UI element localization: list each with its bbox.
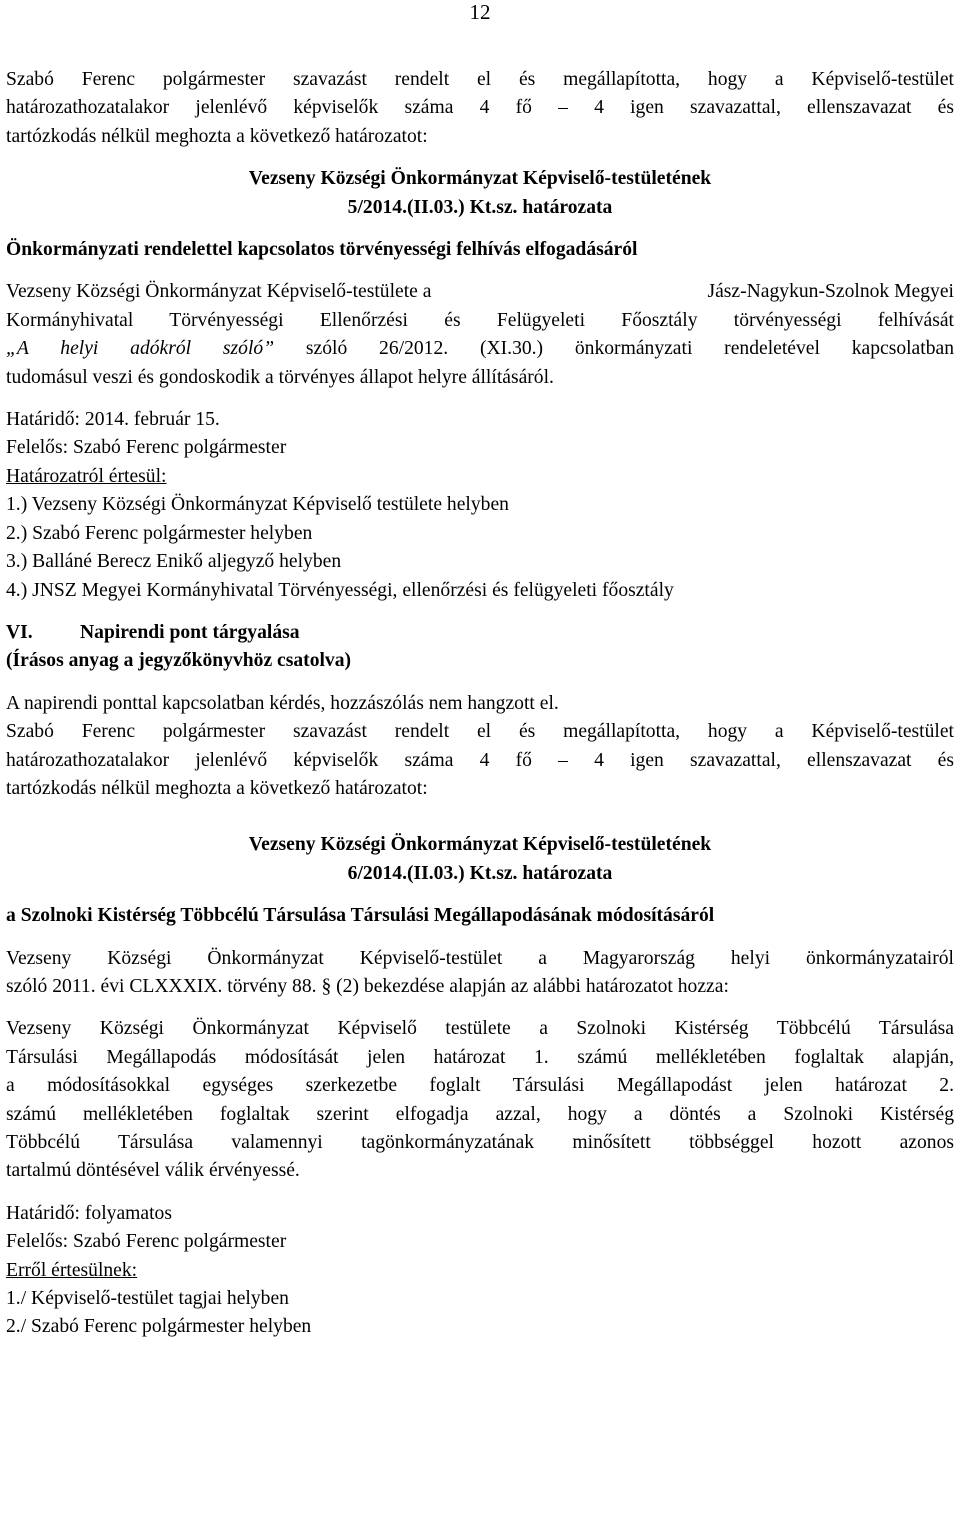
body-line: tartalmú döntésével válik érvényessé. [6, 1160, 300, 1182]
body-line-left: Vezseny Községi Önkormányzat Képviselő-testülete a [6, 281, 432, 303]
body-line [6, 335, 954, 363]
decree-title: „A helyi adókról szóló” [6, 338, 275, 360]
notify-list [6, 1285, 954, 1342]
vote-line: tartózkodás nélkül meghozta a következő határozatot: [6, 777, 428, 799]
decision-text [6, 1015, 954, 1185]
vote-line: határozathozatalakor jelenlévő képviselők száma 4 fő – 4 igen szavazattal, ellenszavazat és [6, 749, 954, 771]
section-subtitle: (Írásos anyag a jegyzőkönyvhöz csatolva) [6, 650, 352, 672]
body-line: szóló 2011. évi CLXXXIX. törvény 88. § (2) bekezdése alapján az alábbi határozatot hozza: [6, 975, 729, 997]
body-line: Kormányhivatal Törvényességi Ellenőrzési és Felügyeleti Főosztály törvényességi felhívását [6, 309, 954, 331]
list-item: 4.) JNSZ Megyei Kormányhivatal Törvényességi, ellenőrzési és felügyeleti főosztály [6, 579, 674, 601]
section-number: VI. [6, 621, 33, 643]
vote-line: Szabó Ferenc polgármester szavazást rendelt el és megállapította, hogy a Képviselő-testület [6, 69, 954, 90]
section-heading [6, 619, 954, 647]
body-line: Vezseny Községi Önkormányzat Képviselő-testület a Magyarország helyi önkormányzatairól [6, 947, 954, 969]
vote-line: határozathozatalakor jelenlévő képviselők száma 4 fő – 4 igen szavazattal, ellenszavazat és [6, 97, 954, 119]
responsible: Felelős: Szabó Ferenc polgármester [6, 1231, 287, 1253]
list-item: 1.) Vezseny Községi Önkormányzat Képviselő testülete helyben [6, 494, 509, 516]
responsible: Felelős: Szabó Ferenc polgármester [6, 437, 287, 459]
notify-label: Határozatról értesül: [6, 465, 167, 487]
vote-line: Szabó Ferenc polgármester szavazást rendelt el és megállapította, hogy a Képviselő-testület [6, 721, 954, 743]
resolution-subject: Önkormányzati rendelettel kapcsolatos törvényességi felhívás elfogadásáról [6, 239, 638, 261]
body-line [6, 278, 954, 306]
body-line: Vezseny Községi Önkormányzat Képviselő testülete a Szolnoki Kistérség Többcélú Társulása [6, 1018, 954, 1040]
section-title: Napirendi pont tárgyalása [80, 621, 300, 643]
body-line: tudomásul veszi és gondoskodik a törvényes állapot helyre állításáról. [6, 366, 554, 388]
page-number: 12 [469, 0, 491, 24]
resolution-subject: a Szolnoki Kistérség Többcélú Társulása Társulási Megállapodásának módosításáról [6, 905, 715, 927]
list-item: 1./ Képviselő-testület tagjai helyben [6, 1288, 289, 1310]
resolution-heading: Vezseny Községi Önkormányzat Képviselő-testületének [248, 168, 712, 190]
resolution-number: 5/2014.(II.03.) Kt.sz. határozata [347, 196, 613, 218]
body-line: számú mellékletében foglaltak szerint elfogadja azzal, hogy a döntés a Szolnoki Kistérség [6, 1103, 954, 1125]
no-questions-note: A napirendi ponttal kapcsolatban kérdés, hozzászólás nem hangzott el. [6, 692, 559, 714]
list-item: 2.) Szabó Ferenc polgármester helyben [6, 522, 313, 544]
notify-list [6, 491, 954, 605]
body-line: Többcélú Társulása valamennyi tagönkormányzatának minősített többséggel hozott azonos [6, 1132, 954, 1153]
vote-line: tartózkodás nélkül meghozta a következő határozatot: [6, 125, 428, 147]
body-line: a módosításokkal egységes szerkezetbe foglalt Társulási Megállapodást jelen határozat 2. [6, 1075, 954, 1097]
resolution-body-1 [6, 278, 954, 392]
list-item: 3.) Balláné Berecz Enikő aljegyző helyben [6, 551, 342, 573]
body-line: Társulási Megállapodás módosítását jelen határozat 1. számú mellékletében foglaltak alapján, [6, 1046, 954, 1068]
vote-statement-2 [6, 718, 954, 803]
document-body [6, 66, 954, 1342]
notify-label: Erről értesülnek: [6, 1259, 138, 1281]
deadline: Határidő: folyamatos [6, 1202, 172, 1224]
legal-basis [6, 945, 954, 1002]
list-item: 2./ Szabó Ferenc polgármester helyben [6, 1316, 312, 1338]
deadline: Határidő: 2014. február 15. [6, 409, 220, 431]
vote-statement-1 [6, 66, 954, 151]
resolution-heading: Vezseny Községi Önkormányzat Képviselő-testületének [248, 834, 712, 856]
body-line-right: Jász-Nagykun-Szolnok Megyei [707, 281, 954, 303]
resolution-number: 6/2014.(II.03.) Kt.sz. határozata [347, 862, 613, 884]
body-line-rest: szóló 26/2012. (XI.30.) önkormányzati rendeletével kapcsolatban [274, 338, 954, 360]
